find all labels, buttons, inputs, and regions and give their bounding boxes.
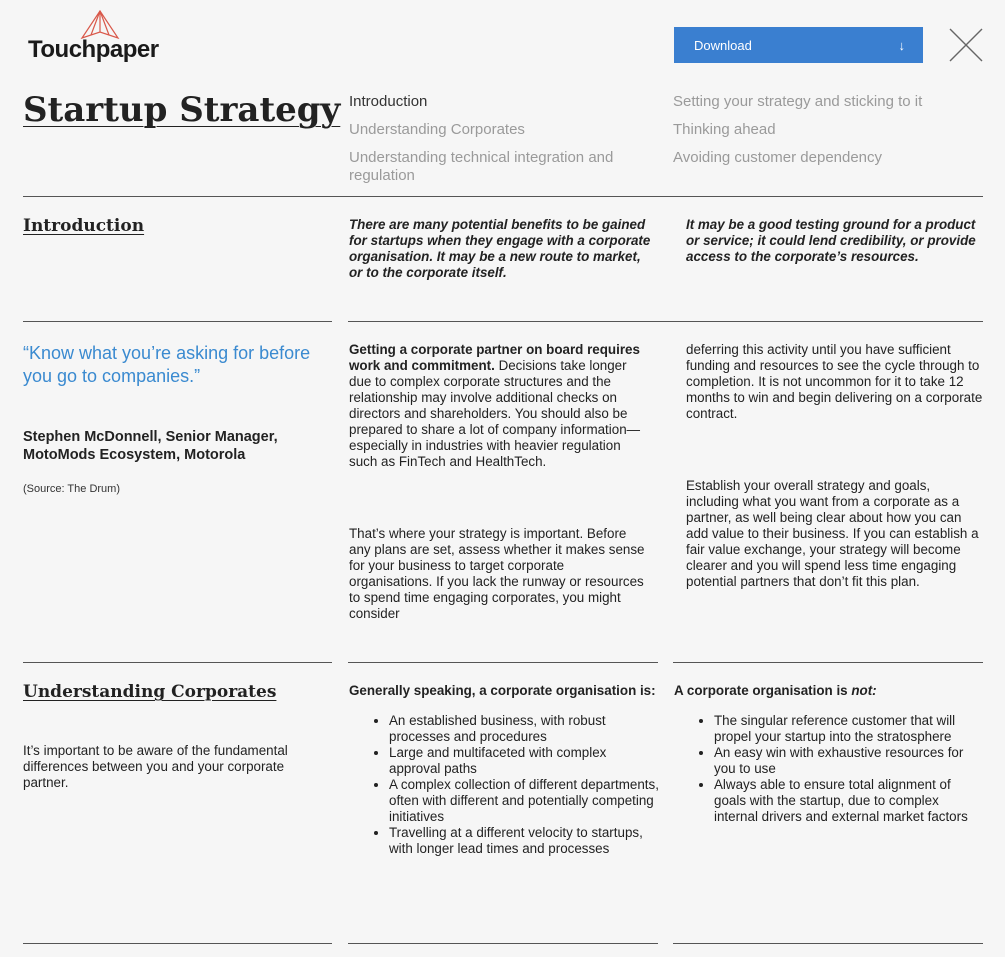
corporate-is-heading: Generally speaking, a corporate organisation is: (349, 683, 656, 698)
list-item: • An easy win with exhaustive resources for you to use (714, 745, 984, 777)
download-arrow-icon: ↓ (898, 37, 905, 53)
logo-text: Touchpaper (28, 36, 159, 63)
download-button[interactable] (674, 27, 923, 63)
list-item: • Large and multifaceted with complex approval paths (389, 745, 659, 777)
header-divider (23, 196, 983, 197)
intro-paragraph-4: Establish your overall strategy and goals, including what you want from a corporate as a partner, as well being clear about how you can add value to their business. If you can establish a fair value exchange, your strategy will become clearer and you will spend less time engaging potential partners that don’t fit this plan. (686, 478, 979, 589)
intro-paragraph-1-bold: Getting a corporate partner on board requires work and commitment. (349, 342, 640, 373)
pull-quote: “Know what you’re asking for before you go to companies.” (23, 343, 311, 386)
divider (673, 662, 983, 663)
intro-paragraph-3: deferring this activity until you have sufficient funding and resources to see the cycle through to completion. It is not uncommon for it to take 12 months to win and begin delivering on a corporate contract. (686, 342, 983, 421)
toc-link-understanding-corporates[interactable]: Understanding Corporates (349, 121, 525, 138)
divider (348, 943, 658, 944)
corporate-is-not-heading (674, 683, 984, 699)
toc-link-setting-strategy[interactable]: Setting your strategy and sticking to it (673, 93, 923, 110)
toc-link-introduction[interactable]: Introduction (349, 93, 428, 110)
introduction-heading: Introduction (23, 216, 145, 236)
intro-paragraph-1 (349, 342, 649, 470)
toc-link-customer-dependency[interactable]: Avoiding customer dependency (673, 149, 883, 166)
close-icon[interactable] (948, 27, 984, 63)
intro-lead-right: It may be a good testing ground for a product or service; it could lend credibility, or provide access to the corporate’s resources. (686, 217, 976, 264)
list-item: • Always able to ensure total alignment of goals with the startup, due to complex internal drivers and external market factors (714, 777, 984, 825)
corporate-is-not-emph: not: (851, 683, 877, 698)
list-item: • A complex collection of different departments, often with different and potentially competing initiatives (389, 777, 659, 825)
toc-link-technical-integration[interactable]: Understanding technical integration and regulation (349, 149, 614, 184)
quote-source: (Source: The Drum) (23, 483, 120, 495)
touchpaper-logo[interactable] (28, 10, 168, 66)
divider (23, 321, 332, 322)
intro-paragraph-2: That’s where your strategy is important. Before any plans are set, assess whether it makes sense for your business to target corporate organisations. If you lack the runway or resources to spend time engaging corporates, you might consider (349, 526, 645, 621)
intro-paragraph-1-rest: Decisions take longer due to complex corporate structures and the relationship may involve additional checks on directors and shareholders. You should also be prepared to share a lot of company information—especially in industries with heavier regulation such as FinTech and HealthTech. (349, 358, 641, 469)
list-item: • The singular reference customer that will propel your startup into the stratosphere (714, 713, 984, 745)
corporates-intro: It’s important to be aware of the fundamental differences between you and your corporate partner. (23, 743, 288, 790)
list-item: • Travelling at a different velocity to startups, with longer lead times and processes (389, 825, 659, 857)
corporate-is-not-block (674, 683, 984, 825)
download-label: Download (694, 37, 752, 53)
corporate-is-block (349, 683, 659, 857)
toc-link-thinking-ahead[interactable]: Thinking ahead (673, 121, 776, 138)
divider (23, 662, 332, 663)
understanding-corporates-heading: Understanding Corporates (23, 682, 277, 702)
divider (673, 943, 983, 944)
corporate-is-not-list (674, 713, 984, 825)
corporate-is-not-prefix: A corporate organisation is (674, 683, 852, 698)
corporate-is-list (349, 713, 659, 857)
quote-author: Stephen McDonnell, Senior Manager, MotoMods Ecosystem, Motorola (23, 429, 278, 463)
intro-lead-left: There are many potential benefits to be gained for startups when they engage with a corporate organisation. It may be a new route to market, or to the corporate itself. (349, 217, 651, 280)
divider (23, 943, 332, 944)
divider (348, 321, 983, 322)
list-item: • An established business, with robust processes and procedures (389, 713, 659, 745)
page-title: Startup Strategy (23, 90, 341, 130)
divider (348, 662, 658, 663)
